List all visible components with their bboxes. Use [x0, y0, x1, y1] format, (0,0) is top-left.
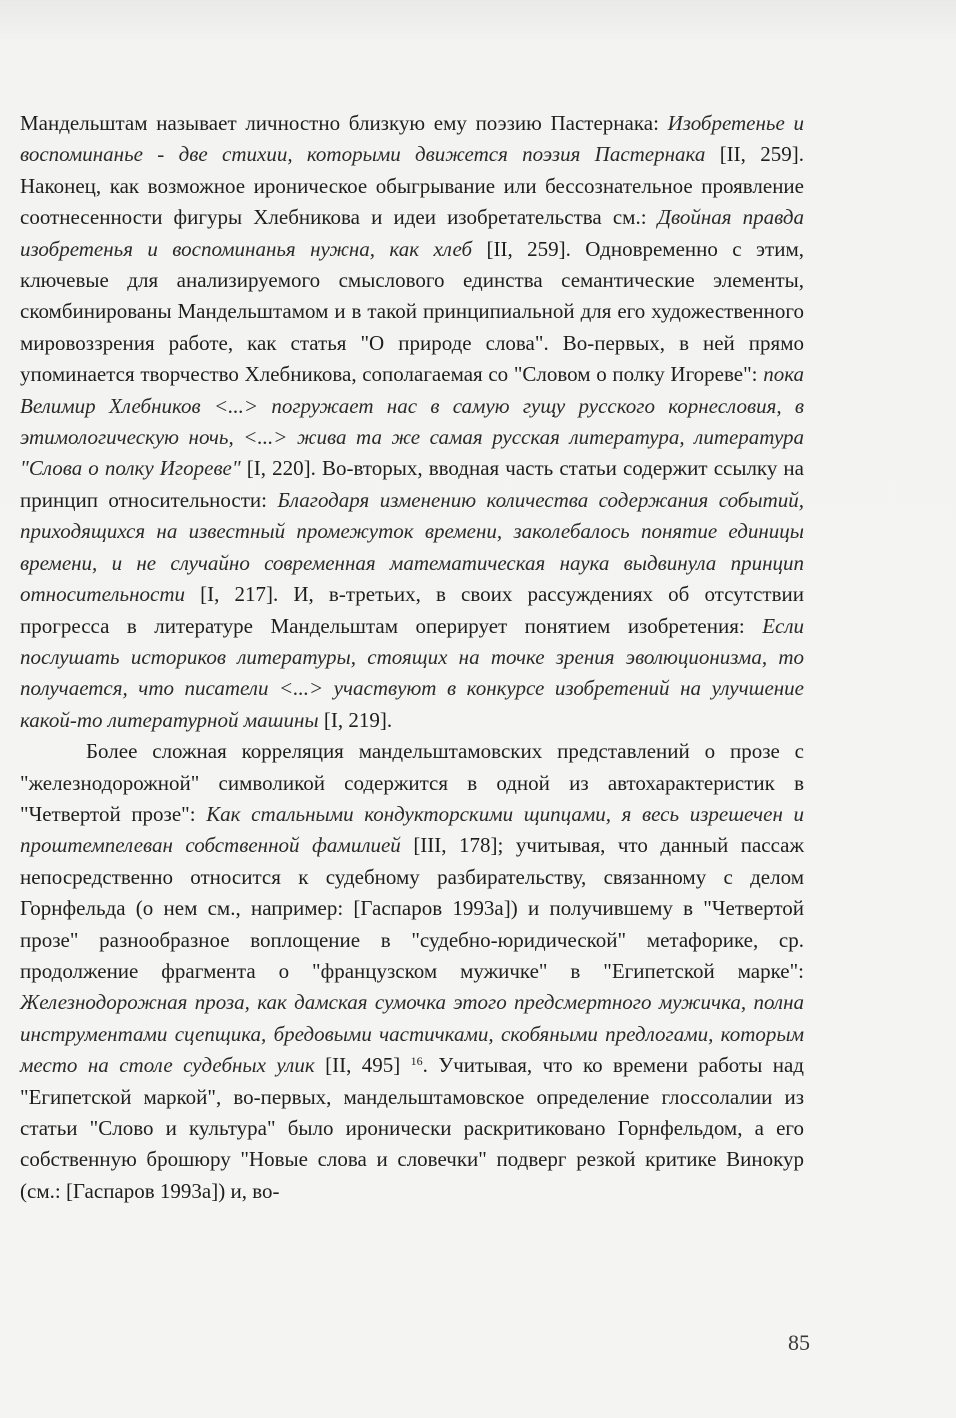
paragraph-2: [20, 736, 804, 1207]
quotation: Двойная правда изобретенья и воспоминанья нужна, как хлеб: [20, 205, 804, 261]
text-run: [II, 495]: [314, 1053, 411, 1078]
text-run: [III, 178]; учитывая, что данный пассаж непосредственно относится к судебному разбирательству, связанному с делом Горнфельда (о нем см., например: [Гаспаров 1993а]) и получившему в "Четвертой прозе" разнообразное воплощение в "судебно-юридической" метафорике, ср. продолжение фрагмента о "французском мужичке" в "Египетской марке":: [20, 833, 804, 983]
quotation: Изобретенье и воспоминанье - две стихии, которыми движется поэзия Пастернака: [20, 111, 804, 167]
footnote-ref: 16: [410, 1054, 423, 1069]
body-text: [20, 108, 804, 1207]
quotation: Благодаря изменению количества содержания событий, приходящихся на известный промежуток времени, заколебалось понятие единицы времени, и не случайно современная математическая наука выдвинула принцип относительности: [20, 487, 804, 607]
text-run: [I, 220]. Во-вторых, вводная часть статьи содержит ссылку на принцип относительности:: [20, 456, 804, 512]
text-run: [II, 259]. Наконец, как возможное ироническое обыгрывание или бессознательное проявление соотнесенности фигуры Хлебникова и идеи изобретательства см.:: [20, 142, 804, 230]
text-run: [I, 217]. И, в-третьих, в своих рассуждениях об отсутствии прогресса в литературе Мандельштам оперирует понятием изобретения:: [20, 582, 804, 638]
quotation: пока Велимир Хлебников <...> погружает нас в самую гущу русского корнесловия, в этимологическую ночь, <...> жива та же самая русская литература, литература "Слова о полку Игореве": [20, 362, 804, 481]
quotation: Как стальными кондукторскими щипцами, я весь изрешечен и проштемпелеван собственной фамилией: [20, 801, 804, 858]
text-run: Более сложная корреляция мандельштамовских представлений о прозе с "железнодорожной" символикой содержится в одной из автохарактеристик в "Четвертой прозе":: [20, 739, 804, 826]
page-number: 85: [788, 1330, 810, 1355]
text-run: Мандельштам называет личностно близкую ему поэзию Пастернака:: [20, 111, 668, 135]
text-run: . Учитывая, что ко времени работы над "Египетской маркой", во-первых, мандельштамовское определение глоссолалии из статьи "Слово и культура" было иронически раскритиковано Горнфельдом, а его собственную брошюру "Новые слова и словечки" подверг резкой критике Винокур (см.: [Гаспаров 1993а]) и, во-: [20, 1053, 804, 1203]
quotation: Железнодорожная проза, как дамская сумочка этого предсмертного мужичка, полна инструментами сцепщика, бредовыми частичками, скобяными предлогами, которым место на столе судебных улик: [20, 990, 804, 1078]
quotation: Если послушать историков литературы, стоящих на точке зрения эволюционизма, то получается, что писатели <...> участвуют в конкурсе изобретений на улучшение какой-то литературной машины: [20, 613, 804, 732]
paragraph-1: [20, 108, 804, 736]
text-run: [II, 259]. Одновременно с этим, ключевые для анализируемого смыслового единства семантические элементы, скомбинированы Мандельштамом и в такой принципиальной для его художественного мировоззрения работе, как статья "О природе слова". Во-первых, в ней прямо упоминается творчество Хлебникова, сополагаемая со "Словом о полку Игореве":: [20, 236, 804, 387]
text-run: [I, 219].: [318, 707, 393, 732]
